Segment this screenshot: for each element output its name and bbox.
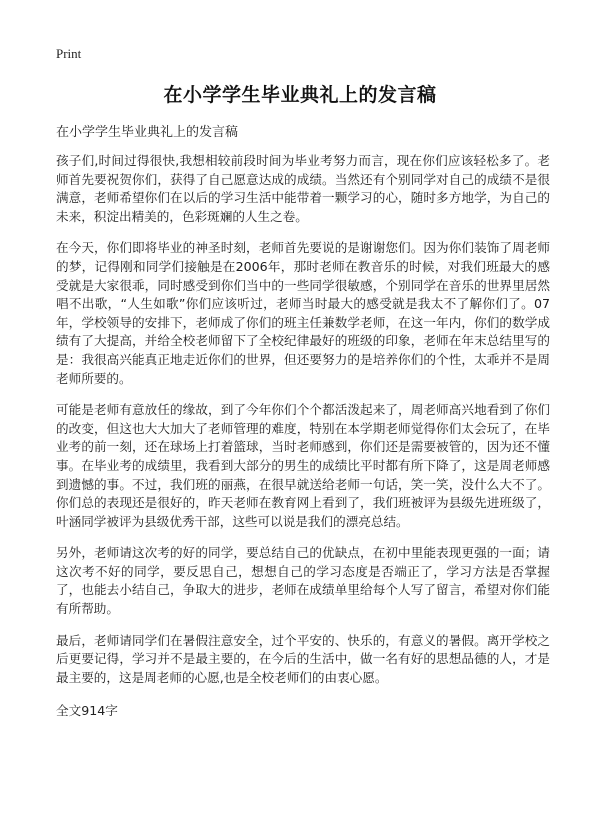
paragraph: 可能是老师有意放任的缘故，到了今年你们个个都活泼起来了，周老师高兴地看到了你们的改变，但这也大大加大了老师管理的难度，特别在本学期老师觉得你们太会玩了，在毕业考的前一刻，还在球场上打着篮球，当时老师感到，你们还是需要被管的，因为还不懂事。在毕业考的成绩里，我看到大部分的男生的成绩比平时都有所下降了，这是周老师感到遗憾的事。不过，我们班的丽燕，在很早就送给老师一句话，笑一笑，没什么大不了。你们总的表现还是很好的，昨天老师在教育网上看到了，我们班被评为县级先进班级了，叶涵同学被评为县级优秀干部，这些可以说是我们的漂亮总结。 bbox=[56, 402, 550, 529]
paragraph: 孩子们,时间过得很快,我想相较前段时间为毕业考努力而言，现在你们应该轻松多了。老师首先要祝贺你们，获得了自己愿意达成的成绩。当然还有个别同学对自己的成绩不是很满意，老师希望你们在以后的学习生活中能带着一颗学习的心，随时多方地学，为自己的未来，积淀出精美的，色彩斑斓的人生之卷。 bbox=[56, 153, 550, 224]
article-body bbox=[56, 152, 550, 719]
paragraph: 在今天，你们即将毕业的神圣时刻，老师首先要说的是谢谢您们。因为你们装饰了周老师的梦，记得刚和同学们接触是在2006年，那时老师在教音乐的时候，对我们班最大的感受就是大家很乖，同时感受到你们当中的一些同学很敏感，个别同学在音乐的世界里居然唱不出歌，“人生如歌”你们应该听过，老师当时最大的感受就是我太不了解你们了。07年，学校领导的安排下，老师成了你们的班主任兼数学老师，在这一年内，你们的数学成绩有了大提高，并给全校老师留下了全校纪律最好的班级的印象，老师在年末总结里写的是：我很高兴能真正地走近你们的世界，但还要努力的是培养你们的个性，太乖并不是周老师所要的。 bbox=[56, 240, 550, 386]
document-subtitle: 在小学学生毕业典礼上的发言稿 bbox=[56, 125, 239, 140]
paragraph: 另外，老师请这次考的好的同学，要总结自己的优缺点，在初中里能表现更强的一面；请这次考不好的同学，要反思自己，想想自己的学习态度是否端正了，学习方法是否掌握了，也能去小结自己，争取大的进步，老师在成绩单里给每个人写了留言，希望对你们能有所帮助。 bbox=[56, 545, 550, 617]
print-link[interactable]: Print bbox=[56, 46, 82, 61]
paragraph: 最后，老师请同学们在暑假注意安全，过个平安的、快乐的，有意义的暑假。离开学校之后更要记得，学习并不是最主要的，在今后的生活中，做一名有好的思想品德的人，才是最主要的，这是周老师的心愿,也是全校老师们的由衷心愿。 bbox=[56, 632, 550, 685]
page-title: 在小学学生毕业典礼上的发言稿 bbox=[163, 84, 437, 106]
word-count: 全文914字 bbox=[56, 703, 118, 719]
